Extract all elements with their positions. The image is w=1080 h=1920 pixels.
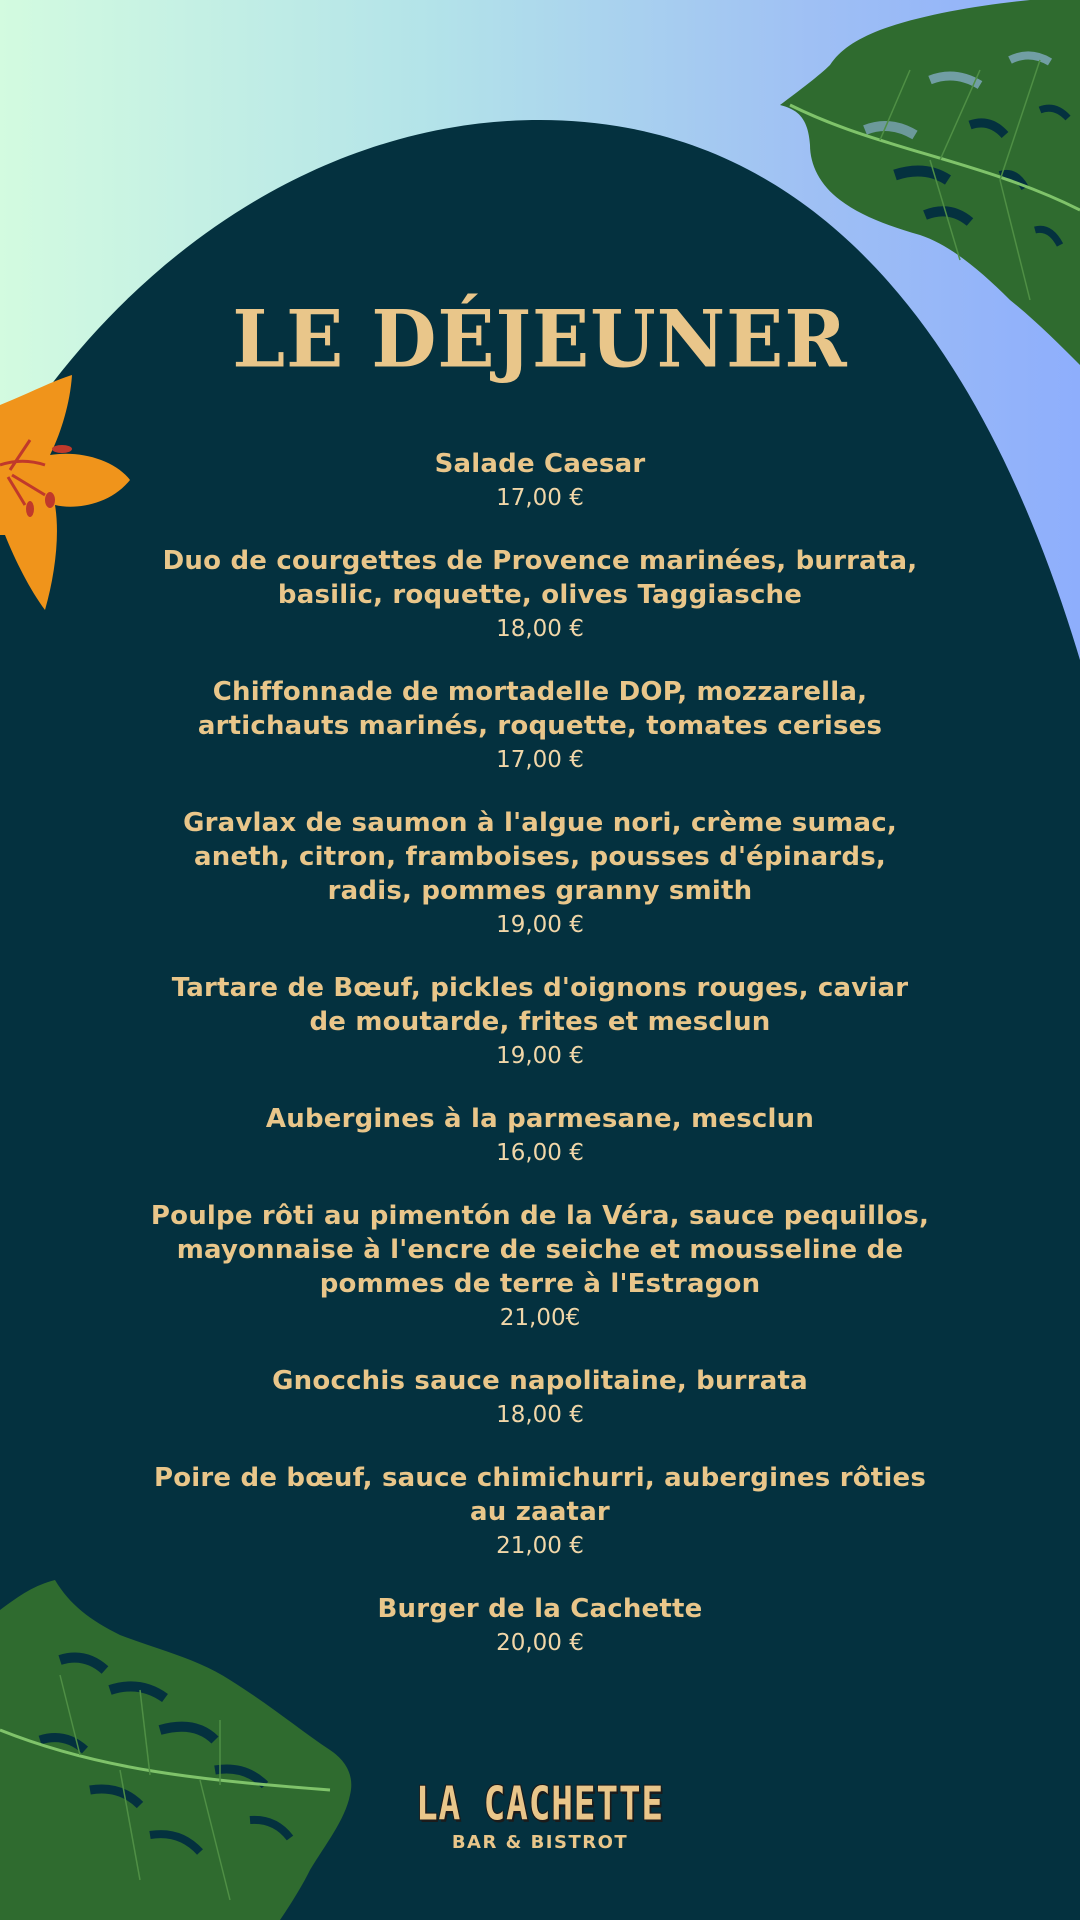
menu-item-price: 18,00 €	[496, 615, 584, 642]
menu-item-name: Salade Caesar	[434, 448, 646, 479]
menu-item-name: Burger de la Cachette	[377, 1593, 703, 1624]
brand-name: LA CACHETTE	[416, 1777, 664, 1832]
menu-item-price: 18,00 €	[496, 1401, 584, 1428]
menu-item-name: Chiffonnade de mortadelle DOP, mozzarella, artichauts marinés, roquette, tomates cerises	[197, 676, 883, 741]
brand-subtitle: BAR & BISTROT	[451, 1832, 629, 1853]
menu-item-name: Poire de bœuf, sauce chimichurri, aubergines rôties au zaatar	[153, 1462, 927, 1527]
menu-item-name: Gnocchis sauce napolitaine, burrata	[272, 1365, 808, 1396]
menu-item	[150, 675, 930, 777]
menu-item	[150, 447, 930, 515]
menu-item-price: 17,00 €	[496, 746, 584, 773]
menu-item-price: 16,00 €	[496, 1139, 584, 1166]
menu-item-price: 19,00 €	[496, 1042, 584, 1069]
menu-item-price: 20,00 €	[496, 1629, 584, 1656]
lily-flower-icon	[0, 375, 135, 615]
menu-item-name: Tartare de Bœuf, pickles d'oignons rouges, caviar de moutarde, frites et mesclun	[171, 972, 909, 1037]
menu-title: LE DÉJEUNER	[232, 292, 848, 386]
menu-item	[150, 1199, 930, 1335]
menu-item	[150, 1102, 930, 1170]
menu-item-name: Duo de courgettes de Provence marinées, burrata, basilic, roquette, olives Taggiasche	[162, 545, 918, 610]
menu-item-name: Poulpe rôti au pimentón de la Véra, sauce pequillos, mayonnaise à l'encre de seiche et mousseline de pommes de terre à l'Estragon	[150, 1200, 930, 1299]
menu-item	[150, 1364, 930, 1432]
menu-content	[150, 292, 930, 1689]
menu-item	[150, 1461, 930, 1563]
menu-item	[150, 1592, 930, 1660]
menu-item	[150, 971, 930, 1073]
menu-item-name: Aubergines à la parmesane, mesclun	[265, 1103, 815, 1134]
menu-item-price: 19,00 €	[496, 911, 584, 938]
menu-item	[150, 806, 930, 942]
menu-item-price: 21,00€	[499, 1304, 581, 1331]
menu-item-name: Gravlax de saumon à l'algue nori, crème sumac, aneth, citron, framboises, pousses d'épinards, radis, pommes granny smith	[183, 807, 897, 906]
menu-item-price: 21,00 €	[496, 1532, 584, 1559]
menu-item-price: 17,00 €	[496, 484, 584, 511]
menu-item	[150, 544, 930, 646]
brand-logo	[0, 1777, 1080, 1853]
